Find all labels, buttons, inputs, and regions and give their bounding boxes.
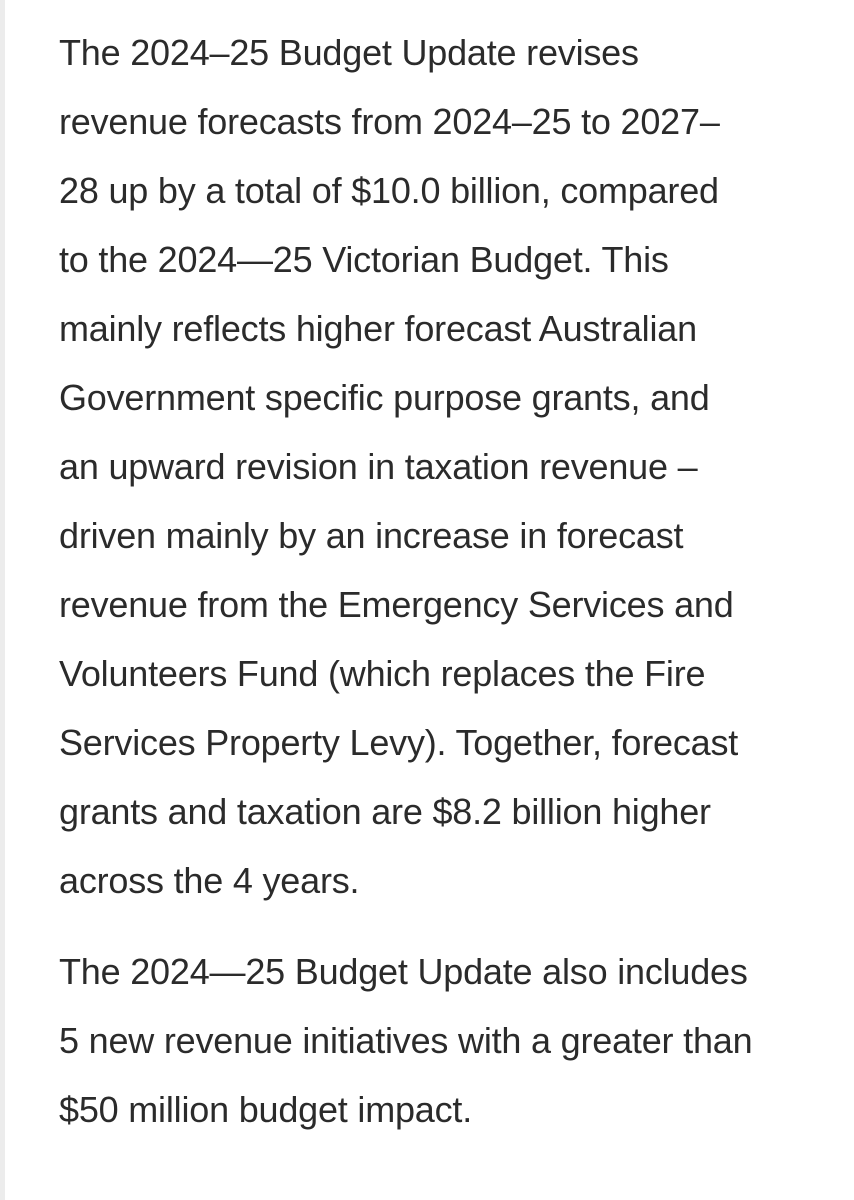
text-line: The 2024—25 Budget Update also includes — [59, 951, 748, 992]
text-line: Government specific purpose grants, and — [59, 377, 710, 418]
text-line: driven mainly by an increase in forecast — [59, 515, 684, 556]
text-line: $50 million budget impact. — [59, 1089, 473, 1130]
paragraph-revenue-revisions — [59, 18, 829, 915]
text-line: revenue from the Emergency Services and — [59, 584, 734, 625]
text-line: 5 new revenue initiatives with a greater than — [59, 1020, 753, 1061]
text-line: to the 2024—25 Victorian Budget. This — [59, 239, 669, 280]
text-line: revenue forecasts from 2024–25 to 2027– — [59, 101, 720, 142]
text-line: Volunteers Fund (which replaces the Fire — [59, 653, 706, 694]
page-left-border — [0, 0, 5, 1200]
text-line: Services Property Levy). Together, forecast — [59, 722, 739, 763]
text-line: across the 4 years. — [59, 860, 360, 901]
text-line: The 2024–25 Budget Update revises — [59, 32, 639, 73]
text-line: an upward revision in taxation revenue – — [59, 446, 698, 487]
text-line: 28 up by a total of $10.0 billion, compared — [59, 170, 719, 211]
paragraph-revenue-initiatives — [59, 937, 829, 1144]
article-body — [59, 18, 829, 1144]
text-line: grants and taxation are $8.2 billion higher — [59, 791, 711, 832]
text-line: mainly reflects higher forecast Australian — [59, 308, 697, 349]
